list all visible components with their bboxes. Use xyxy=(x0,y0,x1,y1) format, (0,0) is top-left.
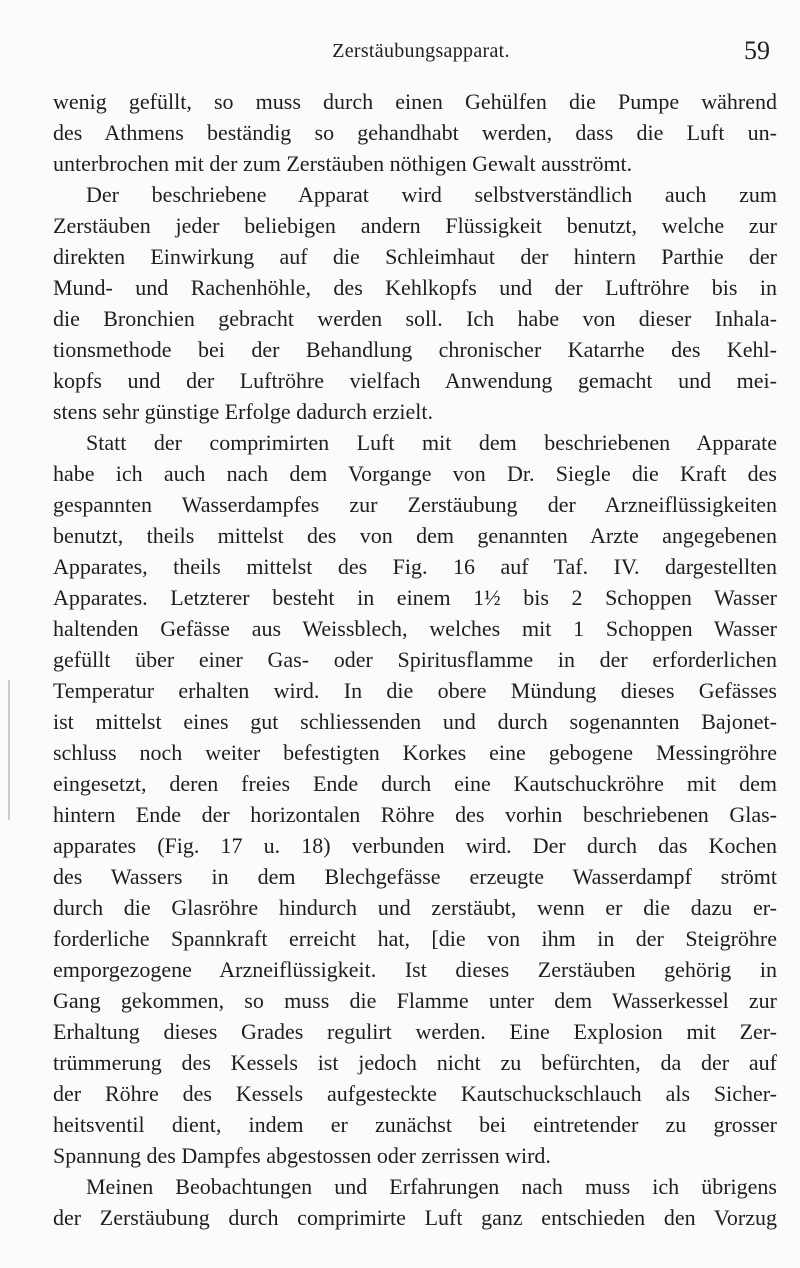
text-line: stens sehr günstige Erfolge dadurch erzielt. xyxy=(53,399,433,424)
text-line: apparates (Fig. 17 u. 18) verbunden wird. Der durch das Kochen xyxy=(53,833,777,858)
text-line: die Bronchien gebracht werden soll. Ich habe von dieser Inhala- xyxy=(53,306,777,331)
text-line: Statt der comprimirten Luft mit dem beschriebenen Apparate xyxy=(86,430,777,455)
text-line: der Zerstäubung durch comprimirte Luft ganz entschieden den Vorzug xyxy=(53,1205,777,1230)
text-line: hintern Ende der horizontalen Röhre des vorhin beschriebenen Glas- xyxy=(53,802,777,827)
running-head xyxy=(66,36,776,76)
text-line: ist mittelst eines gut schliessenden und durch sogenannten Bajonet- xyxy=(53,709,777,734)
text-line: Erhaltung dieses Grades regulirt werden. Eine Explosion mit Zer- xyxy=(53,1019,777,1044)
text-line: Apparates. Letzterer besteht in einem 1½ bis 2 Schoppen Wasser xyxy=(53,585,777,610)
text-line: Zerstäuben jeder beliebigen andern Flüssigkeit benutzt, welche zur xyxy=(53,213,777,238)
text-line: wenig gefüllt, so muss durch einen Gehülfen die Pumpe während xyxy=(53,89,777,114)
text-line: trümmerung des Kessels ist jedoch nicht zu befürchten, da der auf xyxy=(53,1050,777,1075)
text-line: direkten Einwirkung auf die Schleimhaut der hintern Parthie der xyxy=(53,244,777,269)
text-line: kopfs und der Luftröhre vielfach Anwendung gemacht und mei- xyxy=(53,368,777,393)
text-line: Apparates, theils mittelst des Fig. 16 auf Taf. IV. dargestellten xyxy=(53,554,777,579)
text-line: des Athmens beständig so gehandhabt werden, dass die Luft un- xyxy=(53,120,777,145)
text-line: durch die Glasröhre hindurch und zerstäubt, wenn er die dazu er- xyxy=(53,895,777,920)
text-line: Meinen Beobachtungen und Erfahrungen nach muss ich übrigens xyxy=(86,1174,777,1199)
text-line: der Röhre des Kessels aufgesteckte Kautschuckschlauch als Sicher- xyxy=(53,1081,777,1106)
text-line: forderliche Spannkraft erreicht hat, [die von ihm in der Steigröhre xyxy=(53,926,777,951)
running-head-title: Zerstäubungsapparat. xyxy=(332,40,510,62)
text-line: schluss noch weiter befestigten Korkes eine gebogene Messingröhre xyxy=(53,740,777,765)
text-line: Spannung des Dampfes abgestossen oder zerrissen wird. xyxy=(53,1143,551,1168)
text-line: unterbrochen mit der zum Zerstäuben nöthigen Gewalt ausströmt. xyxy=(53,151,633,176)
text-line: habe ich auch nach dem Vorgange von Dr. Siegle die Kraft des xyxy=(53,461,777,486)
text-line: emporgezogene Arzneiflüssigkeit. Ist dieses Zerstäuben gehörig in xyxy=(53,957,777,982)
text-line: benutzt, theils mittelst des von dem genannten Arzte angegebenen xyxy=(53,523,777,548)
page-number: 59 xyxy=(744,36,770,65)
body-text xyxy=(53,86,777,1233)
text-line: eingesetzt, deren freies Ende durch eine Kautschuckröhre mit dem xyxy=(53,771,777,796)
text-line: Mund- und Rachenhöhle, des Kehlkopfs und der Luftröhre bis in xyxy=(53,275,777,300)
text-line: gefüllt über einer Gas- oder Spiritusflamme in der erforderlichen xyxy=(53,647,777,672)
text-line: gespannten Wasserdampfes zur Zerstäubung der Arzneiflüssigkeiten xyxy=(53,492,777,517)
margin-scan-mark xyxy=(8,680,10,820)
text-line: haltenden Gefässe aus Weissblech, welches mit 1 Schoppen Wasser xyxy=(53,616,777,641)
text-line: heitsventil dient, indem er zunächst bei eintretender zu grosser xyxy=(53,1112,777,1137)
text-line: Gang gekommen, so muss die Flamme unter dem Wasserkessel zur xyxy=(53,988,777,1013)
text-line: tionsmethode bei der Behandlung chronischer Katarrhe des Kehl- xyxy=(53,337,777,362)
text-line: Der beschriebene Apparat wird selbstverständlich auch zum xyxy=(86,182,777,207)
text-line: des Wassers in dem Blechgefässe erzeugte Wasserdampf strömt xyxy=(53,864,777,889)
text-line: Temperatur erhalten wird. In die obere Mündung dieses Gefässes xyxy=(53,678,777,703)
